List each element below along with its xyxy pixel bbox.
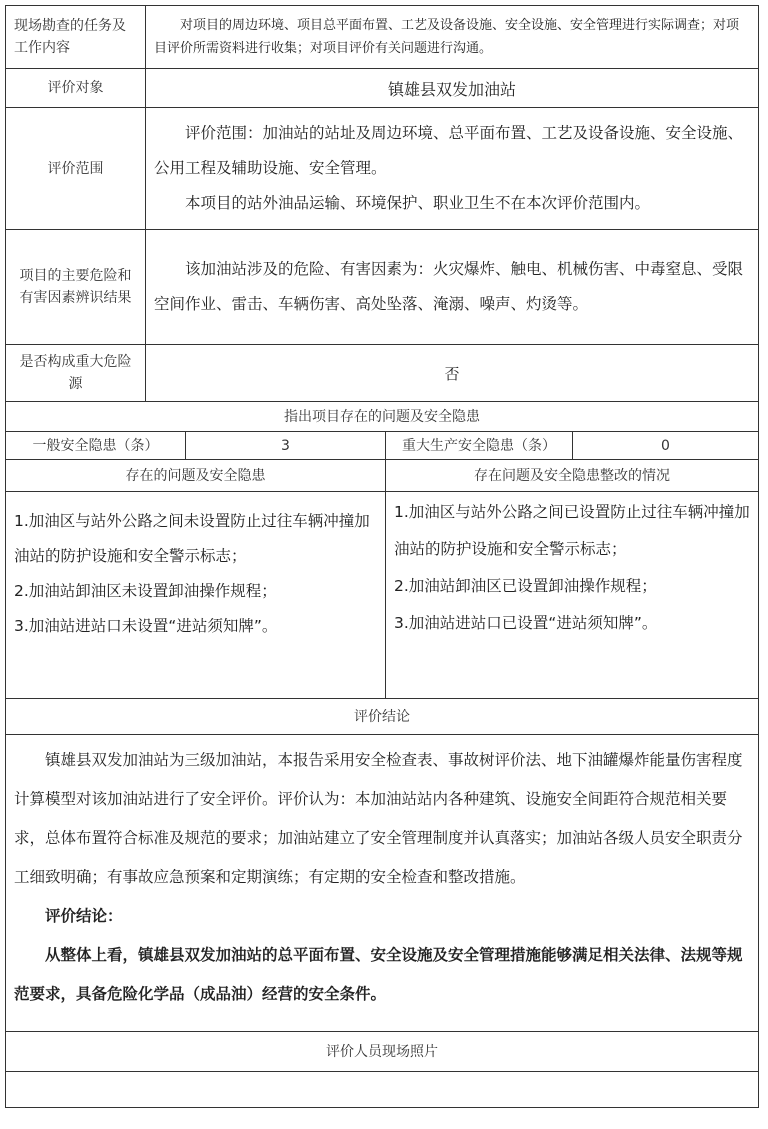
existing-issue-item: 3.加油站进站口未设置“进站须知牌”。	[14, 617, 278, 635]
rectification-item: 3.加油站进站口已设置“进站须知牌”。	[394, 614, 658, 632]
task-row	[6, 6, 759, 69]
conclusion-body: 镇雄县双发加油站为三级加油站，本报告采用安全检查表、事故树评价法、地下油罐爆炸能量伤害程度计算模型对该加油站进行了安全评价。评价认为：本加油站站内各种建筑、设施安全间距符合规范相关要求，总体布置符合标准及规范的要求；加油站建立了安全管理制度并认真落实；加油站各级人员安全职责分工细致明确；有事故应急预案和定期演练；有定期的安全检查和整改措施。	[14, 751, 743, 886]
object-row	[6, 69, 759, 108]
major-hazard-label: 是否构成重大危险源	[6, 345, 146, 402]
major-hazard-row	[6, 345, 759, 402]
evaluation-form-table	[5, 5, 759, 1108]
object-value: 镇雄县双发加油站	[146, 69, 759, 108]
scope-row	[6, 108, 759, 230]
rectification-item: 1.加油区与站外公路之间已设置防止过往车辆冲撞加油站的防护设施和安全警示标志；	[394, 503, 750, 558]
hazard-label: 项目的主要危险和有害因素辨识结果	[6, 230, 146, 345]
issue-count-row	[6, 432, 759, 460]
task-label: 现场勘查的任务及工作内容	[6, 6, 146, 69]
existing-issues-header: 存在的问题及安全隐患	[6, 460, 386, 492]
photos-title: 评价人员现场照片	[6, 1032, 759, 1072]
hazard-row	[6, 230, 759, 345]
existing-issues-cell	[6, 492, 386, 699]
existing-issue-item: 1.加油区与站外公路之间未设置防止过往车辆冲撞加油站的防护设施和安全警示标志；	[14, 512, 370, 565]
hazard-text-cell	[146, 230, 759, 345]
issues-header-row	[6, 460, 759, 492]
conclusion-title: 评价结论	[6, 699, 759, 735]
task-text: 对项目的周边环境、项目总平面布置、工艺及设备设施、安全设施、安全管理进行实际调查；对项目评价所需资料进行收集；对项目评价有关问题进行沟通。	[154, 18, 740, 56]
major-hazard-count-label: 重大生产安全隐患（条）	[386, 432, 573, 460]
general-hazard-count: 3	[186, 432, 386, 460]
conclusion-heading: 评价结论：	[45, 907, 123, 925]
photos-area-row	[6, 1072, 759, 1108]
task-text-cell	[146, 6, 759, 69]
conclusion-body-row	[6, 735, 759, 1032]
rectification-header: 存在问题及安全隐患整改的情况	[386, 460, 759, 492]
major-hazard-value: 否	[146, 345, 759, 402]
scope-label: 评价范围	[6, 108, 146, 230]
rectification-cell	[386, 492, 759, 699]
issues-title-row	[6, 402, 759, 432]
photos-title-row	[6, 1032, 759, 1072]
scope-text-cell	[146, 108, 759, 230]
scope-paragraph-2: 本项目的站外油品运输、环境保护、职业卫生不在本次评价范围内。	[185, 194, 651, 212]
issues-title: 指出项目存在的问题及安全隐患	[6, 402, 759, 432]
issues-list-row	[6, 492, 759, 699]
scope-paragraph-1: 评价范围：加油站的站址及周边环境、总平面布置、工艺及设备设施、安全设施、公用工程及辅助设施、安全管理。	[154, 124, 744, 177]
conclusion-final: 从整体上看，镇雄县双发加油站的总平面布置、安全设施及安全管理措施能够满足相关法律、法规等规范要求，具备危险化学品（成品油）经营的安全条件。	[14, 946, 743, 1003]
existing-issue-item: 2.加油站卸油区未设置卸油操作规程；	[14, 582, 277, 600]
photos-area	[6, 1072, 759, 1108]
hazard-text: 该加油站涉及的危险、有害因素为：火灾爆炸、触电、机械伤害、中毒窒息、受限空间作业、雷击、车辆伤害、高处坠落、淹溺、噪声、灼烫等。	[154, 260, 744, 313]
rectification-item: 2.加油站卸油区已设置卸油操作规程；	[394, 577, 657, 595]
conclusion-body-cell	[6, 735, 759, 1032]
general-hazard-label: 一般安全隐患（条）	[6, 432, 186, 460]
major-hazard-count: 0	[573, 432, 759, 460]
conclusion-title-row	[6, 699, 759, 735]
object-label: 评价对象	[6, 69, 146, 108]
